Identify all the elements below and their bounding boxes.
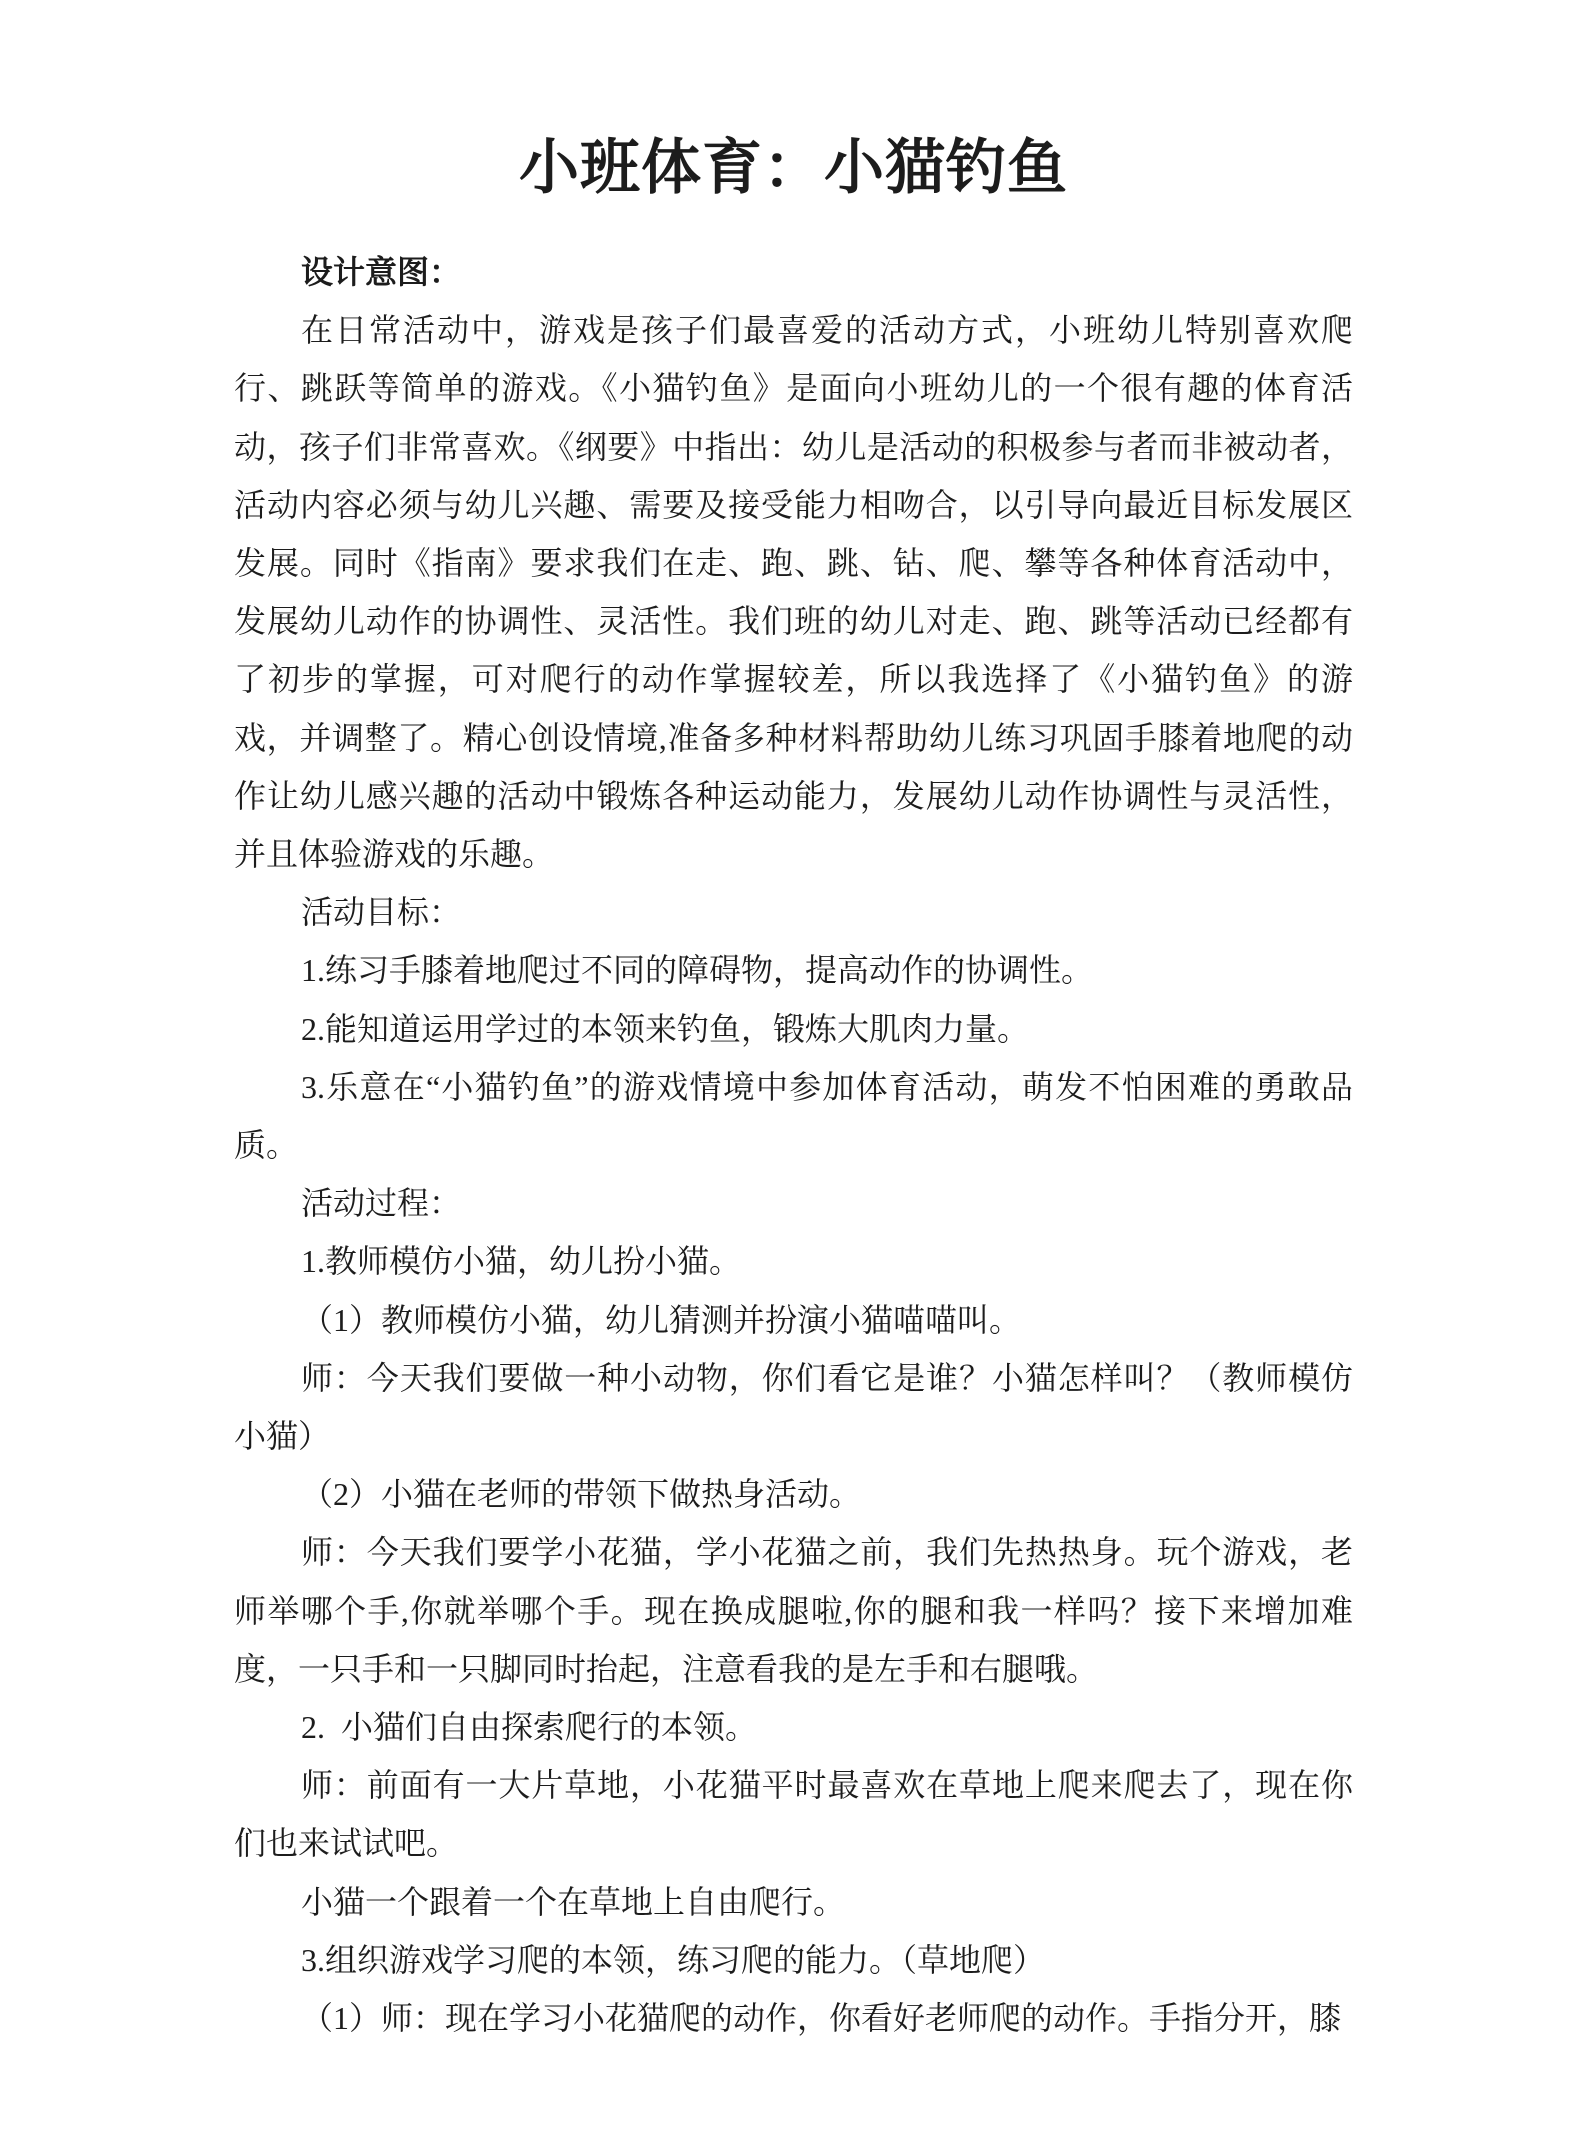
- design-intent-heading: 设计意图：: [301, 254, 462, 290]
- page-title: 小班体育：小猫钓鱼: [519, 135, 1068, 201]
- action-line-1: 小猫一个跟着一个在草地上自由爬行。: [301, 1883, 846, 1920]
- process-step-1: 1.教师模仿小猫，幼儿扮小猫。: [301, 1243, 742, 1280]
- teacher-line-3: 师：前面有一大片草地，小花猫平时最喜欢在草地上爬来爬去了，现在你们也来试试吧。: [234, 1767, 1353, 1862]
- goal-item-3: 3.乐意在“小猫钓鱼”的游戏情境中参加体育活动，萌发不怕困难的勇敢品质。: [234, 1068, 1353, 1164]
- document-body: [234, 243, 1353, 2047]
- goal-item-2: 2.能知道运用学过的本领来钓鱼，锻炼大肌肉力量。: [301, 1010, 1030, 1047]
- process-step-3: 3.组织游戏学习爬的本领，练习爬的能力。（草地爬）: [301, 1941, 1046, 1978]
- process-step-2: 2. 小猫们自由探索爬行的本领。: [301, 1709, 758, 1746]
- design-intent-paragraph: 在日常活动中，游戏是孩子们最喜爱的活动方式，小班幼儿特别喜欢爬行、跳跃等简单的游戏。《小猫钓鱼》是面向小班幼儿的一个很有趣的体育活动，孩子们非常喜欢。《纲要》中指出：幼儿是活动的积极参与者而非被动者，活动内容必须与幼儿兴趣、需要及接受能力相吻合，以引导向最近目标发展区发展。同时《指南》要求我们在走、跑、跳、钻、爬、攀等各种体育活动中，发展幼儿动作的协调性、灵活性。我们班的幼儿对走、跑、跳等活动已经都有了初步的掌握，可对爬行的动作掌握较差，所以我选择了《小猫钓鱼》的游戏，并调整了。精心创设情境,准备多种材料帮助幼儿练习巩固手膝着地爬的动作让幼儿感兴趣的活动中锻炼各种运动能力，发展幼儿动作协调性与灵活性，并且体验游戏的乐趣。: [234, 312, 1353, 873]
- goal-item-1: 1.练习手膝着地爬过不同的障碍物，提高动作的协调性。: [301, 952, 1094, 989]
- process-step-3-sub-1: （1）师：现在学习小花猫爬的动作，你看好老师爬的动作。手指分开，膝: [301, 2000, 1342, 2037]
- teacher-line-2: 师：今天我们要学小花猫，学小花猫之前，我们先热热身。玩个游戏，老师举哪个手,你就举哪个手。现在换成腿啦,你的腿和我一样吗？接下来增加难度，一只手和一只脚同时抬起，注意看我的是左手和右腿哦。: [234, 1534, 1353, 1687]
- teacher-line-1: 师：今天我们要做一种小动物，你们看它是谁？小猫怎样叫？（教师模仿小猫）: [234, 1359, 1353, 1455]
- activity-goals-heading: 活动目标：: [301, 894, 462, 931]
- process-step-1-sub-1: （1）教师模仿小猫，幼儿猜测并扮演小猫喵喵叫。: [301, 1301, 1022, 1338]
- activity-process-heading: 活动过程：: [301, 1185, 462, 1222]
- process-step-1-sub-2: （2）小猫在老师的带领下做热身活动。: [301, 1476, 862, 1513]
